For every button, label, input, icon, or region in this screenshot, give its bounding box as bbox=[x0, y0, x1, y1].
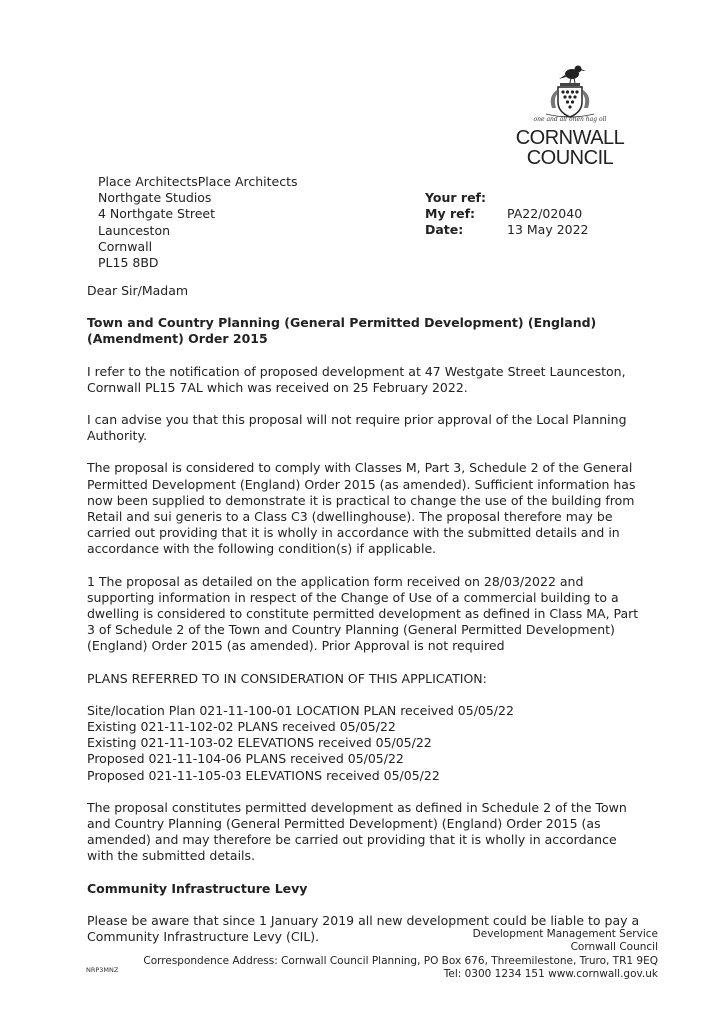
plan-item: Proposed 021-11-104-06 PLANS received 05/05/22 bbox=[87, 751, 404, 767]
footer bbox=[143, 928, 658, 981]
condition-1: 1 The proposal as detailed on the application form received on 28/03/2022 and supporting information in respect of the Change of Use of a commercial building to a dwelling is considered to constitute permitted development as defined in Class MA, Part 3 of Schedule 2 of the Town and Country Planning (General Permitted Development) (England) Order 2015 (as amended). Prior Approval is not required bbox=[87, 573, 639, 654]
paragraph-permitted: The proposal constitutes permitted development as defined in Schedule 2 of the Town and Country Planning (General Permitted Development) (England) Order 2015 (as amended) and may therefore be carried out providing that it is wholly in accordance with the submitted details. bbox=[87, 799, 627, 864]
my-ref-row bbox=[425, 206, 589, 222]
footer-council: Cornwall Council bbox=[570, 941, 658, 954]
date-value: 13 May 2022 bbox=[507, 222, 589, 238]
date-label: Date: bbox=[425, 222, 464, 238]
plan-item: Existing 021-11-102-02 PLANS received 05/05/22 bbox=[87, 719, 396, 735]
my-ref-label: My ref: bbox=[425, 206, 476, 222]
plan-item: Proposed 021-11-105-03 ELEVATIONS received 05/05/22 bbox=[87, 767, 440, 783]
salutation: Dear Sir/Madam bbox=[87, 283, 189, 298]
reference-block bbox=[425, 190, 589, 239]
footer-address: Correspondence Address: Cornwall Council Planning, PO Box 676, Threemilestone, Truro, TR1 9EQ bbox=[143, 954, 658, 967]
cil-heading: Community Infrastructure Levy bbox=[87, 880, 308, 896]
address-line: Cornwall bbox=[98, 238, 153, 254]
council-logo bbox=[508, 62, 632, 168]
coat-of-arms-icon bbox=[538, 62, 602, 122]
address-line: 4 Northgate Street bbox=[98, 206, 216, 222]
your-ref-label: Your ref: bbox=[425, 190, 486, 205]
address-line: Northgate Studios bbox=[98, 190, 212, 206]
plan-item: Existing 021-11-103-02 ELEVATIONS received 05/05/22 bbox=[87, 735, 432, 751]
my-ref-value: PA22/02040 bbox=[507, 206, 583, 222]
plans-heading: PLANS REFERRED TO IN CONSIDERATION OF THIS APPLICATION: bbox=[87, 670, 487, 686]
org-name bbox=[508, 128, 632, 168]
paragraph-compliance: The proposal is considered to comply with Classes M, Part 3, Schedule 2 of the General Permitted Development (England) Order 2015 (as amended). Sufficient information has now been supplied to demonstrate it is practical to change the use of the building from Retail and sui generis to a Class C3 (dwellinghouse). The proposal therefore may be carried out providing that it is wholly in accordance with the submitted details and in accordance with the following condition(s) if applicable. bbox=[87, 460, 636, 557]
footer-contact: Tel: 0300 1234 151 www.cornwall.gov.uk bbox=[443, 967, 658, 980]
your-ref-row bbox=[425, 190, 589, 206]
org-name-line1: CORNWALL bbox=[515, 127, 625, 149]
date-row bbox=[425, 222, 589, 238]
address-line: PL15 8BD bbox=[98, 255, 159, 271]
address-line: Place ArchitectsPlace Architects bbox=[98, 174, 298, 189]
paragraph-cil: Please be aware that since 1 January 2019 all new development could be liable to pay a Community Infrastructure Levy (CIL). bbox=[87, 912, 640, 945]
plans-list bbox=[87, 703, 647, 784]
letter-body bbox=[87, 283, 647, 961]
logo-motto: one and all onen hag oll bbox=[533, 116, 607, 123]
footer-service: Development Management Service bbox=[472, 928, 658, 940]
document-code: NRP3MNZ bbox=[86, 966, 119, 974]
letter-heading: Town and Country Planning (General Permitted Development) (England) (Amendment) Order 2015 bbox=[87, 315, 597, 347]
plan-item: Site/location Plan 021-11-100-01 LOCATION PLAN received 05/05/22 bbox=[87, 702, 514, 718]
address-line: Launceston bbox=[98, 222, 171, 238]
paragraph-advice: I can advise you that this proposal will not require prior approval of the Local Planning Authority. bbox=[87, 412, 627, 444]
paragraph-notification: I refer to the notification of proposed development at 47 Westgate Street Launceston, Cornwall PL15 7AL which was received on 25 February 2022. bbox=[87, 363, 626, 395]
recipient-address bbox=[98, 174, 298, 271]
org-name-line2: COUNCIL bbox=[526, 147, 614, 169]
